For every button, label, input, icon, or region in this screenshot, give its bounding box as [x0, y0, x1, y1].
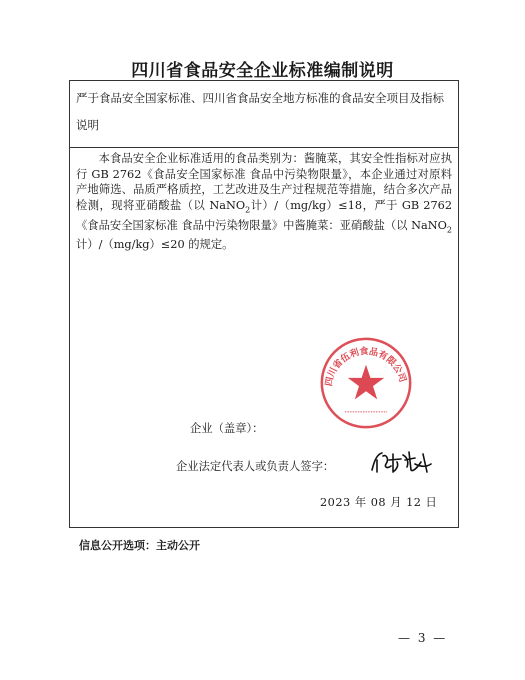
body-part-2: 计）/（mg/kg）≤18，严于 GB 2762《食品安全国家标准 食品中污染物限量》中酱腌菜：亚硝酸盐（以 NaNO [76, 198, 453, 232]
body-part-1: 本食品安全企业标准适用的食品类别为：酱腌菜，其安全性指标对应执行 GB 2762《食品安全国家标准 食品中污染物限量》，本企业通过对原料产地筛选、品质严格质控，工艺改进及生产过程规范等措施，结合多次产品检测，现将亚硝酸盐（以 NaNO [76, 152, 452, 212]
table-header-cell: 严于食品安全国家标准、四川省食品安全地方标准的食品安全项目及指标说明 [70, 81, 458, 148]
subscript-1: 2 [245, 205, 251, 215]
seal-label: 企业（盖章）： [190, 422, 264, 435]
disclosure-option: 信息公开选项：主动公开 [79, 539, 200, 552]
page-number: — 3 — [398, 631, 448, 645]
seal-text: 四川省伍利食品有限公司 [324, 347, 408, 388]
subscript-2: 2 [446, 224, 452, 234]
sign-date: 2023 年 08 月 12 日 [320, 496, 438, 509]
body-part-3: 计）/（mg/kg）≤20 的规定。 [76, 238, 234, 252]
company-seal [318, 335, 414, 431]
document-title: 四川省食品安全企业标准编制说明 [131, 61, 394, 81]
explanation-body [76, 151, 452, 253]
representative-label: 企业法定代表人或负责人签字： [176, 460, 335, 473]
handwritten-signature [369, 448, 437, 476]
seal-star-icon [348, 365, 384, 400]
